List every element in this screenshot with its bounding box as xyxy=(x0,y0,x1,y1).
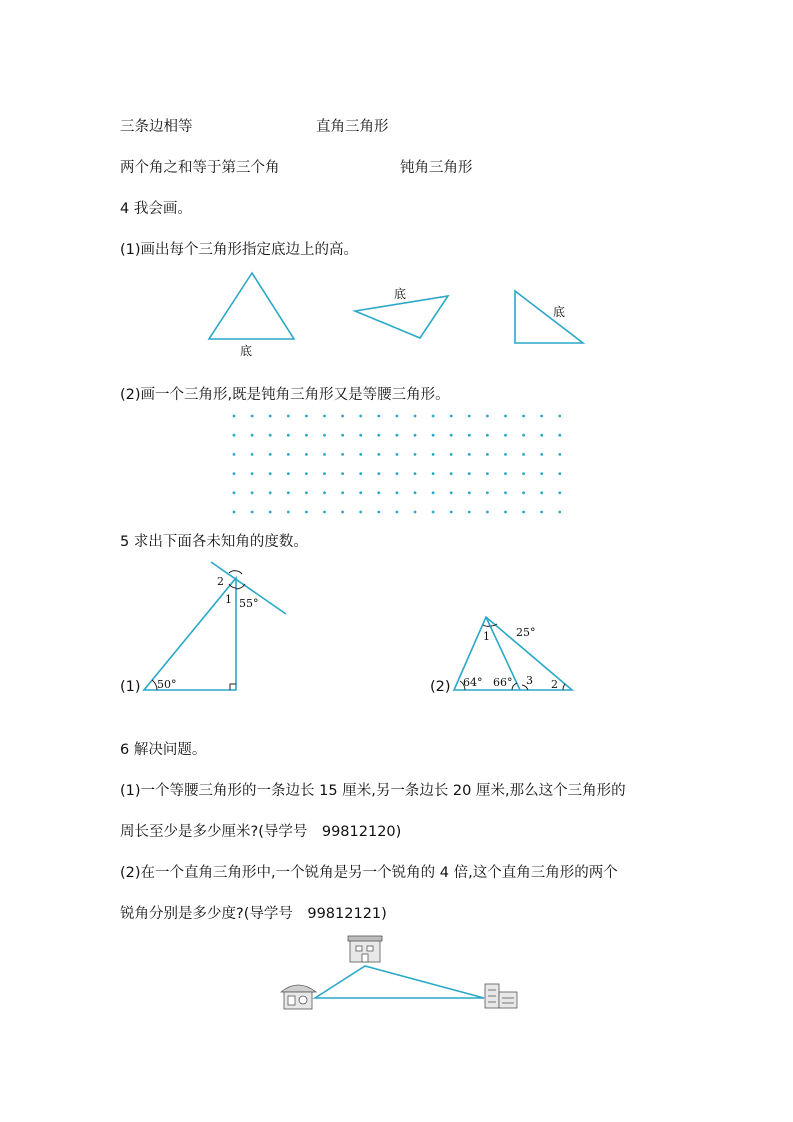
route-triangle xyxy=(315,966,484,998)
angle-55-label: 55° xyxy=(239,597,259,610)
question-4-part-2: (2)画一个三角形,既是钝角三角形又是等腰三角形。 xyxy=(120,387,450,403)
angle-25-label: 25° xyxy=(516,626,536,639)
question-6-part-1-line-2: 周长至少是多少厘米?(导学号 99812120) xyxy=(120,824,402,840)
question-6-part-1-line-1: (1)一个等腰三角形的一条边长 15 厘米,另一条边长 20 厘米,那么这个三角形的 xyxy=(120,783,626,799)
question-6-part-2-line-1: (2)在一个直角三角形中,一个锐角是另一个锐角的 4 倍,这个直角三角形的两个 xyxy=(120,865,618,881)
question-4-part-1: (1)画出每个三角形指定底边上的高。 xyxy=(120,242,359,258)
angle-2-label: 2 xyxy=(551,678,558,691)
base-label-3: 底 xyxy=(553,305,566,319)
school-building-icon xyxy=(348,936,382,962)
match-left-2: 两个角之和等于第三个角 xyxy=(120,160,280,176)
match-right-1: 直角三角形 xyxy=(316,119,389,135)
angle-64-label: 64° xyxy=(463,676,483,689)
match-right-2: 钝角三角形 xyxy=(400,160,473,176)
base-label-1: 底 xyxy=(240,344,253,358)
question-4-heading: 4 我会画。 xyxy=(120,201,192,217)
figure-5-1-number: (1) xyxy=(120,679,141,695)
office-building-icon xyxy=(485,984,517,1008)
question-5-heading: 5 求出下面各未知角的度数。 xyxy=(120,534,308,550)
question-6-heading: 6 解决问题。 xyxy=(120,742,207,758)
house-building-icon xyxy=(281,985,316,1009)
base-label-2: 底 xyxy=(394,287,407,301)
question-6-part-2-line-2: 锐角分别是多少度?(导学号 99812121) xyxy=(120,906,387,922)
figure-5-2-number: (2) xyxy=(430,679,451,695)
match-left-1: 三条边相等 xyxy=(120,119,193,135)
angle-2-label: 2 xyxy=(217,575,224,588)
angle-50-label: 50° xyxy=(157,678,177,691)
angle-1-label: 1 xyxy=(225,593,232,606)
angle-66-label: 66° xyxy=(493,676,513,689)
angle-1-label: 1 xyxy=(483,630,490,643)
angle-3-label: 3 xyxy=(526,674,533,687)
